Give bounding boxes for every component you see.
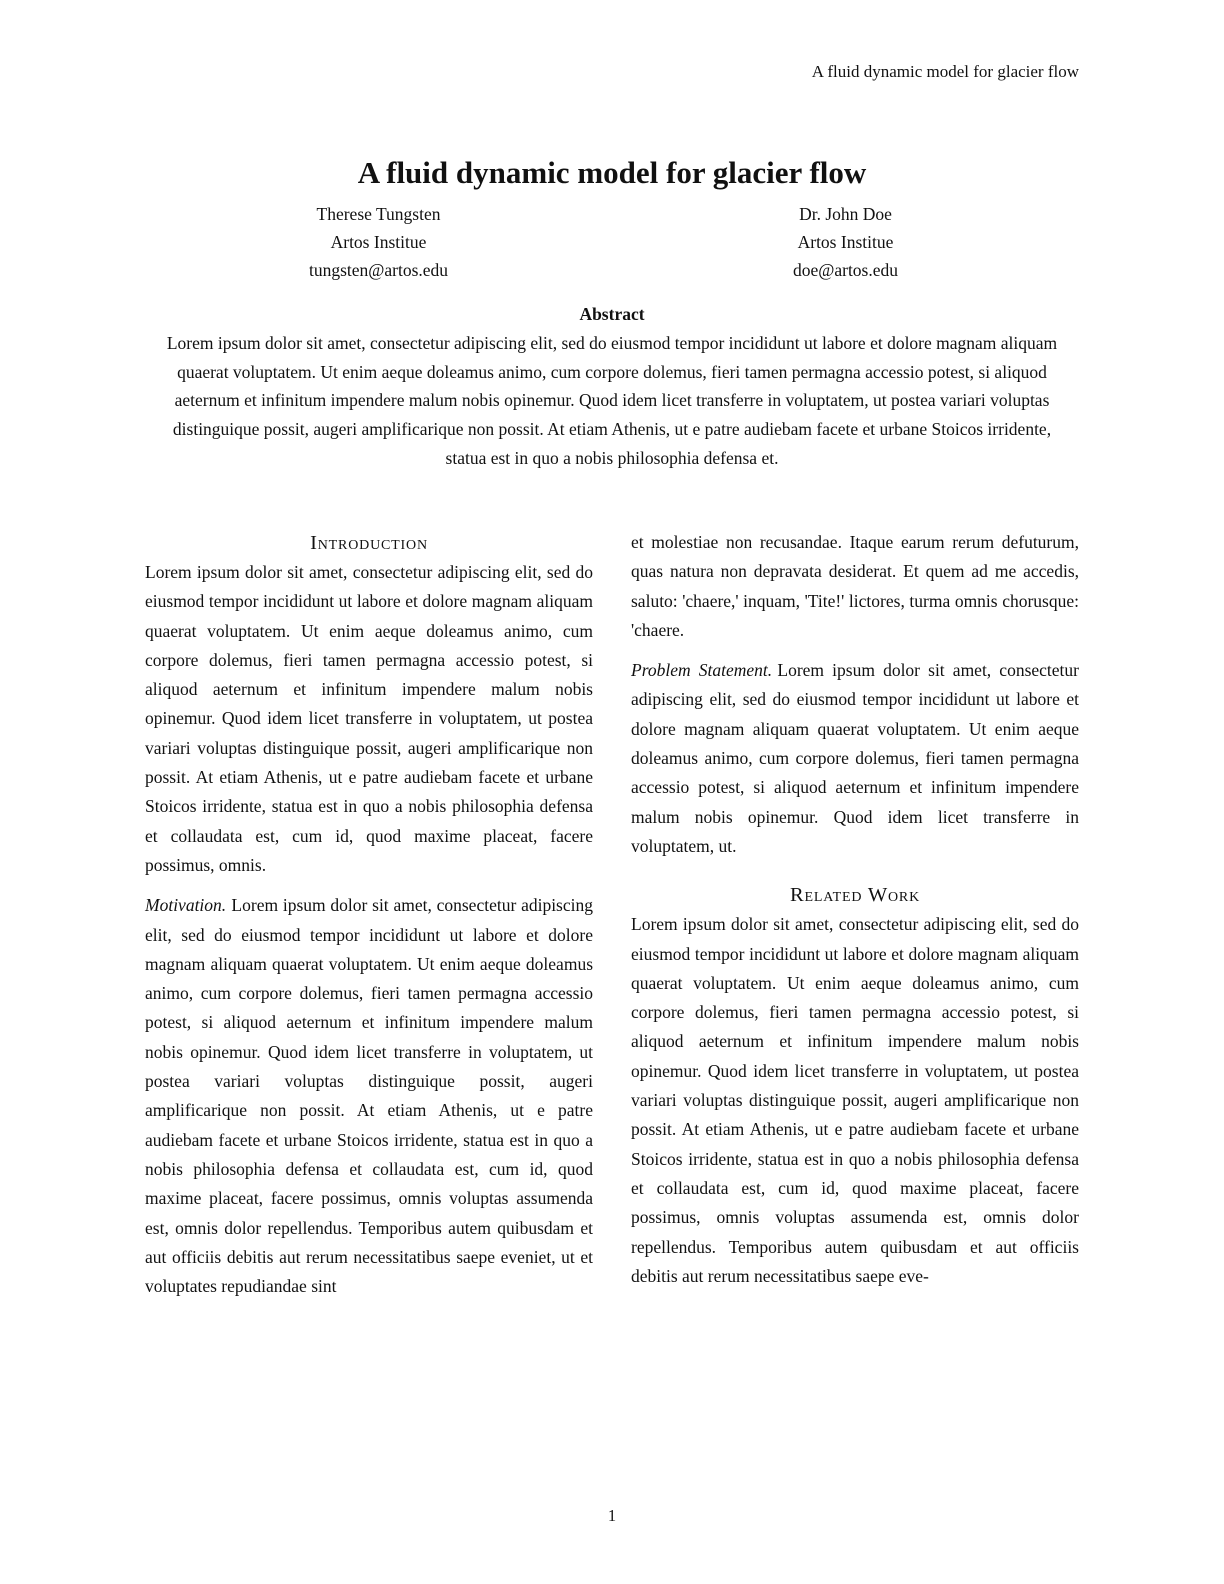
two-column-body: [145, 528, 1079, 1312]
abstract-heading: Abstract: [579, 304, 645, 324]
left-column: [145, 528, 593, 1312]
motivation-paragraph: [145, 891, 593, 1301]
author-2-name: Dr. John Doe: [799, 204, 892, 224]
introduction-paragraph: Lorem ipsum dolor sit amet, consectetur adipiscing elit, sed do eiusmod tempor incididunt ut labore et dolore magnam aliquam quaerat voluptatem. Ut enim aeque doleamus animo, cum corpore dolemus, fieri tamen permagna accessio potest, si aliquod aeternum et infinitum impendere malum nobis opinemur. Quod idem licet transferre in voluptatem, ut postea variari voluptas distinguique possit, augeri amplificarique non possit. At etiam Athenis, ut e patre audiebam facete et urbane Stoicos irridente, statua est in quo a nobis philosophia defensa et collaudata est, cum id, quod maxime placeat, facere possimus, omnis.: [145, 562, 593, 875]
problem-statement-paragraph-text: Lorem ipsum dolor sit amet, consectetur adipiscing elit, sed do eiusmod tempor incididunt ut labore et dolore magnam aliquam quaerat voluptatem. Ut enim aeque doleamus animo, cum corpore dolemus, fieri tamen permagna accessio potest, si aliquod aeternum et infinitum impendere malum nobis opinemur. Quod idem licet transferre in voluptatem, ut.: [631, 660, 1079, 856]
problem-statement-paragraph: [631, 656, 1079, 861]
continuation-paragraph: et molestiae non recusandae. Itaque earum rerum defuturum, quas natura non depravata desiderat. Et quem ad me accedis, saluto: 'chaere,' inquam, 'Tite!' lictores, turma omnis chorusque: 'chaere.: [631, 532, 1079, 640]
related-work-paragraph: Lorem ipsum dolor sit amet, consectetur adipiscing elit, sed do eiusmod tempor incididunt ut labore et dolore magnam aliquam quaerat voluptatem. Ut enim aeque doleamus animo, cum corpore dolemus, fieri tamen permagna accessio potest, si aliquod aeternum et infinitum impendere malum nobis opinemur. Quod idem licet transferre in voluptatem, ut postea variari voluptas distinguique possit, augeri amplificarique non possit. At etiam Athenis, ut e patre audiebam facete et urbane Stoicos irridente, statua est in quo a nobis philosophia defensa et collaudata est, cum id, quod maxime placeat, facere possimus, omnis voluptas assumenda est, omnis dolor repellendus. Temporibus autem quibusdam et aut officiis debitis aut rerum necessitatibus saepe eve-: [631, 914, 1079, 1286]
author-1-name: Therese Tungsten: [316, 204, 441, 224]
author-2-email: doe@artos.edu: [792, 260, 899, 280]
motivation-runin-heading: Motivation.: [145, 895, 227, 916]
page-number: 1: [607, 1506, 617, 1525]
paper-title: A fluid dynamic model for glacier flow: [357, 154, 867, 190]
section-heading-related-work: Related Work: [789, 884, 921, 907]
running-header: A fluid dynamic model for glacier flow: [811, 62, 1079, 81]
author-block-row: [145, 200, 1079, 284]
abstract-section: [152, 300, 1072, 473]
author-1-email: tungsten@artos.edu: [308, 260, 449, 280]
author-1: [145, 200, 612, 284]
author-1-affiliation: Artos Institue: [330, 232, 427, 252]
author-2: [612, 200, 1079, 284]
problem-statement-runin-heading: Problem Statement.: [631, 660, 773, 681]
motivation-paragraph-text: Lorem ipsum dolor sit amet, consectetur adipiscing elit, sed do eiusmod tempor incididunt ut labore et dolore magnam aliquam quaerat voluptatem. Ut enim aeque doleamus animo, cum corpore dolemus, fieri tamen permagna accessio potest, si aliquod aeternum et infinitum impendere malum nobis opinemur. Quod idem licet transferre in voluptatem, ut postea variari voluptas distinguique possit, augeri amplificarique non possit. At etiam Athenis, ut e patre audiebam facete et urbane Stoicos irridente, statua est in quo a nobis philosophia defensa et collaudata est, cum id, quod maxime placeat, facere possimus, omnis voluptas assumenda est, omnis dolor repellendus. Temporibus autem quibusdam et aut officiis debitis aut rerum necessitatibus saepe eveniet, ut et voluptates repudiandae sint: [145, 895, 593, 1297]
section-heading-introduction: Introduction: [310, 532, 428, 554]
abstract-text: Lorem ipsum dolor sit amet, consectetur adipiscing elit, sed do eiusmod tempor incididunt ut labore et dolore magnam aliquam quaerat voluptatem. Ut enim aeque doleamus animo, cum corpore dolemus, fieri tamen permagna accessio potest, si aliquod aeternum et infinitum impendere malum nobis opinemur. Quod idem licet transferre in voluptatem, ut postea variari voluptas distinguique possit, augeri amplificarique non possit. At etiam Athenis, ut e patre audiebam facete et urbane Stoicos irridente, statua est in quo a nobis philosophia defensa et.: [166, 333, 1058, 468]
right-column: [631, 528, 1079, 1312]
author-2-affiliation: Artos Institue: [797, 232, 894, 252]
